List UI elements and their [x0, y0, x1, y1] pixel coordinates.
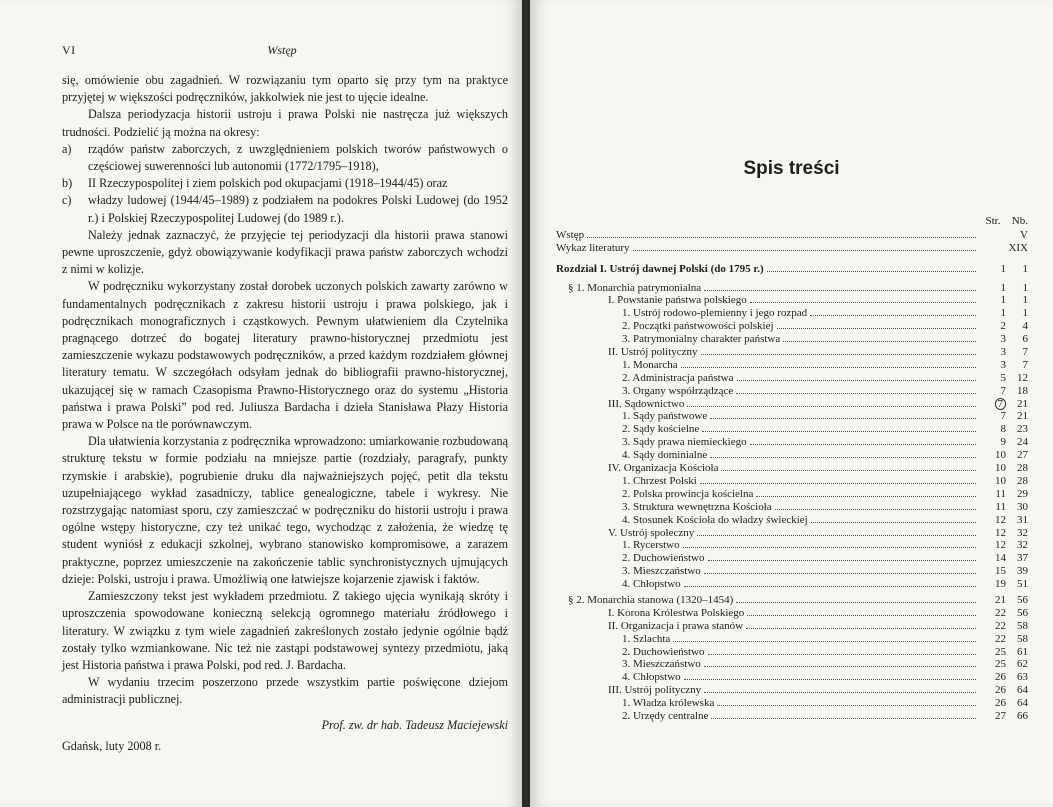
toc-page-str: 1	[1000, 307, 1006, 320]
toc-entry-row[interactable]	[556, 658, 1028, 671]
toc-entry-label: 4. Sądy dominialne	[622, 449, 708, 462]
right-page	[530, 0, 1053, 807]
toc-chapter-row[interactable]	[556, 263, 1028, 276]
list-marker: b)	[62, 176, 73, 191]
toc-page-str: 2	[1000, 320, 1006, 333]
toc-entry-label: 1. Ustrój rodowo-plemienny i jego rozpad	[622, 307, 808, 320]
toc-entry-row[interactable]	[556, 410, 1028, 423]
leader-dots	[687, 398, 976, 407]
toc-page-str: 26	[995, 697, 1006, 710]
leader-dots	[711, 710, 976, 719]
toc-entry-label: 2. Początki państwowości polskiej	[622, 320, 774, 333]
toc-entry-label: III. Ustrój polityczny	[608, 684, 702, 697]
paragraph: Należy jednak zaznaczyć, że przyjęcie tej periodyzacji dla historii prawa stanowi pewne uproszczenie, gdyż obowiązywanie kodyfikacji prawa państw zaborczych wchodzi z nimi w kolizje.	[62, 227, 508, 277]
preface-body	[62, 72, 508, 755]
toc-margin-nb: 61	[1017, 645, 1028, 658]
toc-margin-nb: 62	[1017, 658, 1028, 671]
toc-entry-label: 3. Patrymonialny charakter państwa	[622, 333, 781, 346]
toc-margin-nb: 27	[1017, 449, 1028, 462]
toc-margin-nb: 1	[1022, 262, 1028, 275]
leader-dots	[721, 462, 976, 471]
leader-dots	[717, 697, 976, 706]
col-header-str: Str.	[985, 215, 1001, 227]
toc-entry-label: 2. Urzędy centralne	[622, 709, 709, 722]
toc-margin-nb: 39	[1017, 565, 1028, 578]
toc-entry-row[interactable]	[556, 488, 1028, 501]
list-item	[62, 192, 508, 226]
toc-page-str: 10	[995, 474, 1006, 487]
author-signature: Prof. zw. dr hab. Tadeusz Maciejewski	[321, 717, 508, 732]
toc-margin-nb: 21	[1017, 397, 1028, 410]
toc-entry-row[interactable]	[556, 346, 1028, 359]
list-marker: c)	[62, 193, 72, 208]
leader-dots	[684, 578, 976, 587]
toc-entry-label: 2. Duchowieństwo	[622, 552, 705, 565]
leader-dots	[750, 294, 976, 303]
place-date: Gdańsk, luty 2008 r.	[62, 738, 162, 753]
paragraph: się, omówienie obu zagadnień. W rozwiązaniu tym oparto się przy tym na praktyce przyjętej w większości podręczników, jakkolwiek nie jest to ujęcie idealne.	[62, 73, 508, 105]
toc-entry-row[interactable]	[556, 320, 1028, 333]
toc-entry-row[interactable]	[556, 294, 1028, 307]
toc-title: Spis treści	[743, 158, 840, 179]
toc-page-str: 10	[995, 449, 1006, 462]
toc-entry-label: Wstęp	[556, 228, 585, 241]
toc-page-str: 11	[995, 500, 1006, 513]
toc-page-str: 11	[995, 487, 1006, 500]
toc-entry-label: IV. Organizacja Kościoła	[608, 462, 719, 475]
toc-page-str: V	[1020, 228, 1028, 241]
toc-entry-label: § 1. Monarchia patrymonialna	[568, 281, 702, 294]
toc-entry-label: 2. Administracja państwa	[622, 371, 734, 384]
toc-page-str: 1	[1000, 294, 1006, 307]
leader-dots	[736, 594, 976, 603]
toc-margin-nb: 37	[1017, 552, 1028, 565]
running-head: Wstęp	[267, 43, 297, 57]
leader-dots	[747, 607, 976, 616]
leader-dots	[683, 539, 976, 548]
toc-front-row[interactable]	[556, 229, 1028, 242]
toc-margin-nb: 28	[1017, 474, 1028, 487]
toc-entry-row[interactable]	[556, 475, 1028, 488]
toc-margin-nb: 32	[1017, 526, 1028, 539]
leader-dots	[775, 501, 976, 510]
leader-dots	[777, 320, 976, 329]
leader-dots	[708, 646, 977, 655]
list-item-text: władzy ludowej (1944/45–1989) z podziałem na podokres Polski Ludowej (do 1952 r.) i Polskiej Rzeczypospolitej Ludowej (do 1989 r.).	[88, 193, 508, 225]
toc-chapter-label: Rozdział I. Ustrój dawnej Polski (do 1795 r.)	[556, 262, 764, 275]
list-item	[62, 141, 508, 175]
toc-entry-label: III. Sądownictwo	[608, 397, 685, 410]
paragraph: Dla ułatwienia korzystania z podręcznika wprowadzono: umiarkowanie rozbudowaną strukturę tekstu w formie podziału na mniejsze partie (rozdziały, paragrafy, punkty rzymskie i arabskie), pogrubienie druku dla najważniejszych pojęć, petit dla tekstu uzupełniającego wykład zasadniczy, tablice genealogiczne, tabele i wykresy. Nie rozstrzygając natomiast sporu, czy zamieszczać w podręczniku do historii ustroju i prawa ogólne wstępy historyczne, czy też unikać tego, wychodząc z założenia, że wiedzę tę student wyniósł z edukacji szkolnej, wybrano stanowisko kompromisowe, a zarazem praktyczne, poprzez umieszczenie na zakończenie tablic synchronistycznych ujmujących dzieje: Polski, ustroju i prawa. Umożliwią one łatwiejsze kojarzenie zjawisk i faktów.	[62, 434, 508, 586]
toc-entry-row[interactable]	[556, 501, 1028, 514]
toc-entry-label: I. Korona Królestwa Polskiego	[608, 606, 745, 619]
toc-entry-row[interactable]	[556, 594, 1028, 607]
leader-dots	[746, 620, 976, 629]
leader-dots	[701, 346, 976, 355]
toc-entry-label: 1. Szlachta	[622, 632, 671, 645]
toc-page-str: 22	[995, 606, 1006, 619]
leader-dots	[783, 333, 976, 342]
toc-margin-nb: 1	[1022, 294, 1028, 307]
paragraph: Dalsza periodyzacja historii ustroju i prawa Polski nie nastręcza już większych trudności. Podzielić ją można na okresy:	[62, 107, 508, 139]
toc-entry-label: 4. Chłopstwo	[622, 671, 681, 684]
toc-margin-nb: 6	[1022, 333, 1028, 346]
toc-entry-row[interactable]	[556, 527, 1028, 540]
leader-dots	[736, 385, 976, 394]
toc-margin-nb: 58	[1017, 632, 1028, 645]
toc-entry-row[interactable]	[556, 436, 1028, 449]
toc-page-str: 21	[995, 593, 1006, 606]
toc-margin-nb: 18	[1017, 384, 1028, 397]
toc-margin-nb: 66	[1017, 709, 1028, 722]
paragraph: Zamieszczony tekst jest wykładem przedmiotu. Z takiego ujęcia wynikają skróty i uproszczenia spowodowane konieczną selekcją ogromnego materiału źródłowego i literatury. W związku z tym wiele zagadnień zakreślonych zostało jedynie ogólnie bądź zostały tylko wzmiankowane. Nic też nie zastąpi podstawowej syntezy przedmiotu, jaką jest Historia państwa i prawa Polski, pod red. J. Bardacha.	[62, 589, 508, 672]
toc-entry-row[interactable]	[556, 633, 1028, 646]
toc-entry-label: 3. Organy współrządzące	[622, 384, 734, 397]
handwritten-circle-mark: 7	[995, 398, 1007, 410]
toc-entry-label: 2. Polska prowincja kościelna	[622, 487, 754, 500]
toc-margin-nb: 30	[1017, 500, 1028, 513]
toc-page-str: 1	[1000, 281, 1006, 294]
toc-margin-nb: 7	[1022, 358, 1028, 371]
toc-entry-label: 3. Struktura wewnętrzna Kościoła	[622, 500, 772, 513]
table-of-contents	[556, 215, 1028, 723]
toc-page-str: 22	[995, 632, 1006, 645]
leader-dots	[756, 488, 976, 497]
toc-entry-label: 2. Sądy kościelne	[622, 423, 700, 436]
toc-entry-row[interactable]	[556, 282, 1028, 295]
toc-entry-row[interactable]	[556, 578, 1028, 591]
leader-dots	[708, 552, 977, 561]
toc-margin-nb: 31	[1017, 513, 1028, 526]
toc-entry-row[interactable]	[556, 307, 1028, 320]
toc-page-str: 3	[1000, 346, 1006, 359]
toc-page-str: 15	[995, 565, 1006, 578]
toc-front-matter	[556, 229, 1028, 255]
toc-front-row[interactable]	[556, 242, 1028, 255]
toc-page-str: 22	[995, 619, 1006, 632]
toc-page-str: XIX	[1008, 241, 1028, 254]
list-item-text: rządów państw zaborczych, z uwzględnieniem polskich tworów państwowych o częściowej suwerenności lub autonomii (1772/1795–1918),	[88, 141, 508, 174]
toc-column-headers	[556, 215, 1028, 228]
toc-page-str: 9	[1000, 436, 1006, 449]
toc-entry-row[interactable]	[556, 372, 1028, 385]
toc-page-str: 25	[995, 658, 1006, 671]
toc-margin-nb: 64	[1017, 697, 1028, 710]
list-item-text: II Rzeczypospolitej i ziem polskich pod okupacjami (1918–1944/45) oraz	[88, 176, 448, 191]
leader-dots	[704, 282, 976, 291]
toc-entry-row[interactable]	[556, 697, 1028, 710]
toc-page-str	[980, 398, 1006, 411]
toc-entry-label: V. Ustrój społeczny	[608, 526, 695, 539]
leader-dots	[697, 527, 976, 536]
toc-entry-label: 3. Mieszczaństwo	[622, 565, 701, 578]
toc-margin-nb: 56	[1017, 593, 1028, 606]
toc-page-str: 3	[1000, 333, 1006, 346]
toc-entry-row[interactable]	[556, 449, 1028, 462]
leader-dots	[710, 410, 976, 419]
toc-page-str: 12	[995, 526, 1006, 539]
toc-entry-label: 1. Sądy państwowe	[622, 410, 708, 423]
toc-entry-row[interactable]	[556, 710, 1028, 723]
page-number: VI	[62, 43, 76, 57]
toc-entry-row[interactable]	[556, 671, 1028, 684]
leader-dots	[702, 423, 976, 432]
toc-page-str: 8	[1000, 423, 1006, 436]
toc-entry-label: 1. Chrzest Polski	[622, 474, 697, 487]
leader-dots	[737, 372, 976, 381]
toc-entry-row[interactable]	[556, 423, 1028, 436]
leader-dots	[684, 671, 976, 680]
toc-entry-label: I. Powstanie państwa polskiego	[608, 294, 747, 307]
leader-dots	[704, 658, 976, 667]
toc-page-str: 19	[995, 578, 1006, 591]
toc-margin-nb: 4	[1022, 320, 1028, 333]
leader-dots	[633, 242, 976, 251]
paragraph: W podręczniku wykorzystany został dorobek uczonych polskich zawarty zarówno w fundamentalnych podręcznikach z zakresu historii ustroju i prawa polskiego, jak i podręcznikach monograficznych i cząstkowych. Pewnym ułatwieniem dla Czytelnika pragnącego dotrzeć do bogatej literatury prawno-historycznej przedmiotu jest zamieszczenie wykazu podstawowych podręczników, a przed każdym rozdziałem głównej literatury tematu. W szczegółach odsyłam jednak do bibliografii prawno-historycznej, ukazującej się w ramach Czasopisma Prawno-Historycznego oraz do systemu „Historia państwa i prawa Polski” pod red. Juliusza Bardacha i dzieła Stanisława Płazy Historia prawa w Polsce na tle porównawczym.	[62, 279, 508, 432]
toc-entry-row[interactable]	[556, 607, 1028, 620]
toc-page-str: 26	[995, 684, 1006, 697]
col-header-nb: Nb.	[1011, 215, 1028, 227]
leader-dots	[811, 514, 976, 523]
toc-margin-nb: 63	[1017, 671, 1028, 684]
toc-margin-nb: 29	[1017, 487, 1028, 500]
toc-entry-label: § 2. Monarchia stanowa (1320–1454)	[568, 593, 734, 606]
toc-page-str: 14	[995, 552, 1006, 565]
toc-margin-nb: 56	[1017, 606, 1028, 619]
toc-margin-nb: 12	[1017, 371, 1028, 384]
list-item	[62, 175, 508, 192]
leader-dots	[750, 436, 976, 445]
toc-entry-row[interactable]	[556, 552, 1028, 565]
toc-entry-label: 1. Władza królewska	[622, 697, 715, 710]
toc-margin-nb: 7	[1022, 346, 1028, 359]
toc-page-str: 5	[1000, 371, 1006, 384]
leader-dots	[673, 633, 976, 642]
leader-dots	[710, 449, 976, 458]
toc-margin-nb: 58	[1017, 619, 1028, 632]
toc-entry-row[interactable]	[556, 333, 1028, 346]
toc-margin-nb: 24	[1017, 436, 1028, 449]
toc-entry-row[interactable]	[556, 359, 1028, 372]
left-page	[0, 0, 522, 807]
toc-entry-row[interactable]	[556, 514, 1028, 527]
toc-entry-label: 3. Sądy prawa niemieckiego	[622, 436, 747, 449]
toc-entry-row[interactable]	[556, 684, 1028, 697]
book-gutter	[522, 0, 530, 807]
toc-entry-row[interactable]	[556, 462, 1028, 475]
toc-page-str: 27	[995, 709, 1006, 722]
leader-dots	[681, 359, 976, 368]
leader-dots	[810, 307, 976, 316]
toc-entry-row[interactable]	[556, 620, 1028, 633]
toc-entry-label: 1. Monarcha	[622, 358, 678, 371]
toc-entry-label: 3. Mieszczaństwo	[622, 658, 701, 671]
toc-entry-label: II. Organizacja i prawa stanów	[608, 619, 744, 632]
toc-margin-nb: 1	[1022, 307, 1028, 320]
toc-entry-row[interactable]	[556, 385, 1028, 398]
toc-margin-nb: 23	[1017, 423, 1028, 436]
toc-entry-label: 4. Chłopstwo	[622, 578, 681, 591]
toc-page-str: 1	[1000, 262, 1006, 275]
toc-margin-nb: 32	[1017, 539, 1028, 552]
toc-entry-row[interactable]	[556, 398, 1028, 411]
toc-entry-label: 2. Duchowieństwo	[622, 645, 705, 658]
toc-entry-row[interactable]	[556, 646, 1028, 659]
leader-dots	[704, 565, 976, 574]
leader-dots	[767, 263, 976, 272]
list-marker: a)	[62, 141, 72, 156]
toc-entry-label: Wykaz literatury	[556, 241, 630, 254]
toc-entry-row[interactable]	[556, 539, 1028, 552]
period-list	[62, 141, 508, 227]
toc-page-str: 7	[1000, 384, 1006, 397]
toc-entries	[556, 282, 1028, 723]
toc-page-str: 10	[995, 462, 1006, 475]
toc-page-str: 3	[1000, 358, 1006, 371]
toc-page-str: 12	[995, 513, 1006, 526]
leader-dots	[700, 475, 976, 484]
toc-entry-label: II. Ustrój polityczny	[608, 346, 698, 359]
toc-margin-nb: 21	[1017, 410, 1028, 423]
toc-margin-nb: 64	[1017, 684, 1028, 697]
toc-margin-nb: 28	[1017, 462, 1028, 475]
toc-margin-nb: 1	[1022, 281, 1028, 294]
leader-dots	[704, 684, 976, 693]
left-page-header	[62, 43, 502, 59]
toc-entry-row[interactable]	[556, 565, 1028, 578]
toc-page-str: 7	[1000, 410, 1006, 423]
toc-margin-nb: 51	[1017, 578, 1028, 591]
toc-page-str: 12	[995, 539, 1006, 552]
leader-dots	[587, 229, 976, 238]
toc-page-str: 26	[995, 671, 1006, 684]
toc-entry-label: 4. Stosunek Kościoła do władzy świeckiej	[622, 513, 808, 526]
toc-entry-label: 1. Rycerstwo	[622, 539, 680, 552]
paragraph: W wydaniu trzecim poszerzono przede wszystkim partie poświęcone dziejom administracji publicznej.	[62, 675, 508, 707]
toc-page-str: 25	[995, 645, 1006, 658]
